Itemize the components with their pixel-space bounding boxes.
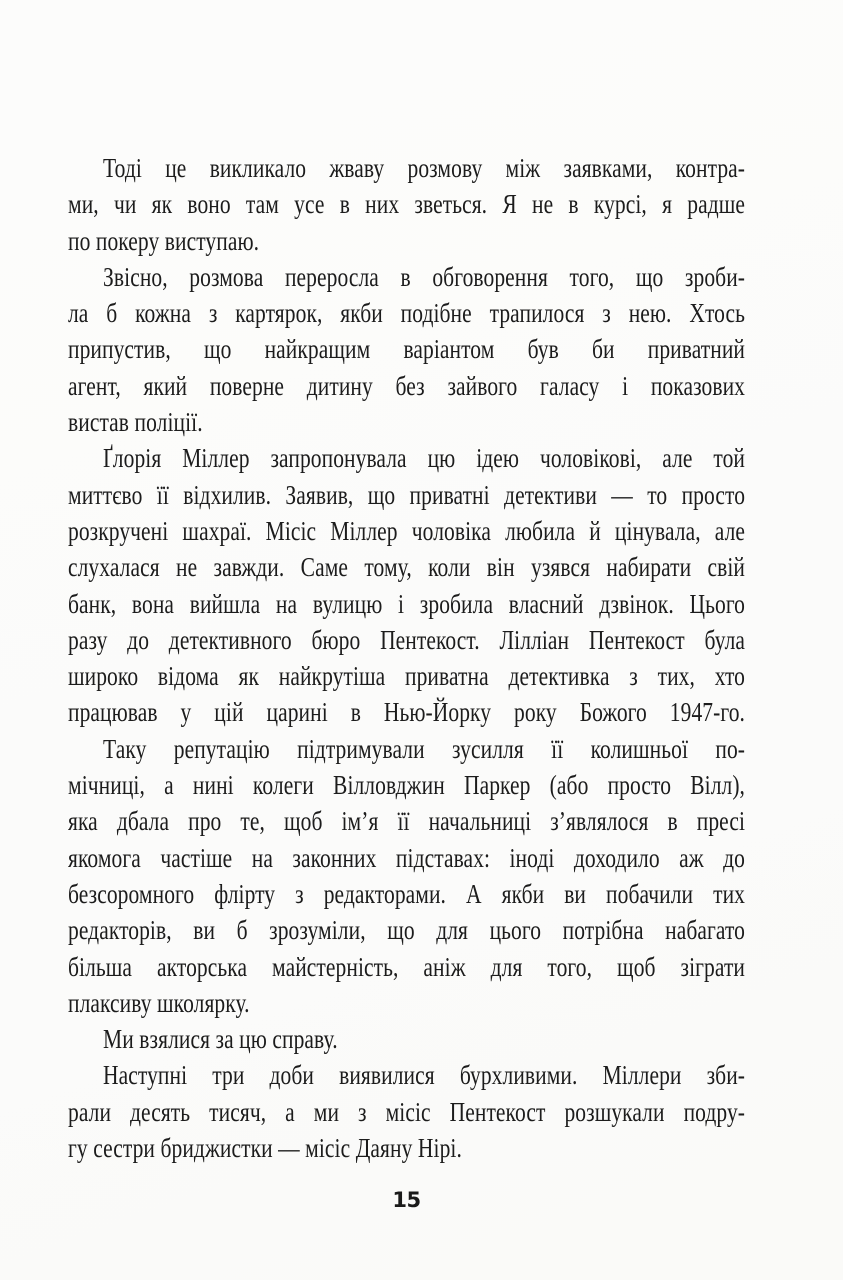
text-line: якомога частіше на законних підставах: іноді доходило аж до [68,842,746,873]
text-line: Тоді це викликало жваву розмову між заявками, контра- [103,153,746,183]
text-line: мічниці, а нині колеги Вілловджин Паркер (або просто Вілл), [68,770,746,801]
paragraph [68,1057,745,1166]
text-line: ми, чи як воно там усе в них зветься. Я не в курсі, я радше [68,189,746,220]
text-line: Звісно, розмова переросла в обговорення того, що зроби- [103,261,746,292]
paragraph [68,259,745,440]
text-line: слухалася не завжди. Саме тому, коли він узявся набирати свій [68,552,746,583]
text-line: агент, який поверне дитину без зайвого галасу і показових [68,370,746,401]
text-line: разу до детективного бюро Пентекост. Лілліан Пентекост була [68,624,746,655]
text-line: безсоромного флірту з редакторами. А якби ви побачили тих [68,878,746,909]
text-line: плаксиву школярку. [68,987,250,1018]
text-line: по покеру виступаю. [68,225,260,256]
page-number: 15 [392,1188,421,1212]
text-line: Ми взялися за цю справу. [103,1024,338,1055]
text-line: працював у цій царині в Нью-Йорку року Божого 1947-го. [68,697,746,728]
text-line: миттєво її відхилив. Заявив, що приватні детективи — то просто [68,479,746,510]
text-line: яка дбала про те, щоб ім’я її начальниці з’являлося в пресі [68,806,746,837]
paragraph [68,731,745,1021]
text-line: банк, вона вийшла на вулицю і зробила власний дзвінок. Цього [68,588,746,619]
text-line: розкручені шахраї. Місіс Міллер чоловіка любила й цінувала, але [68,515,746,546]
text-line: вистав поліції. [68,407,203,438]
paragraph [68,150,745,259]
text-line: припустив, що найкращим варіантом був би приватний [68,334,746,365]
text-line: Таку репутацію підтримували зусилля її колишньої по- [103,733,746,764]
text-line: редакторів, ви б зрозуміли, що для цього потрібна набагато [68,915,746,946]
text-line: Наступні три доби виявилися бурхливими. Міллери зби- [103,1060,746,1091]
text-line: Ґлорія Міллер запропонувала цю ідею чоловікові, але той [103,443,746,474]
text-line: гу сестри бриджистки — місіс Даяну Нірі. [68,1133,462,1164]
body-text [68,150,745,1166]
text-line: рали десять тисяч, а ми з місіс Пентекост розшукали подру- [68,1096,746,1127]
text-line: більша акторська майстерність, аніж для того, щоб зіграти [68,951,746,982]
paragraph [68,440,745,730]
text-line: широко відома як найкрутіша приватна детективка з тих, хто [68,661,746,692]
paragraph [68,1021,745,1057]
text-line: ла б кожна з картярок, якби подібне трапилося з нею. Хтось [68,298,746,329]
